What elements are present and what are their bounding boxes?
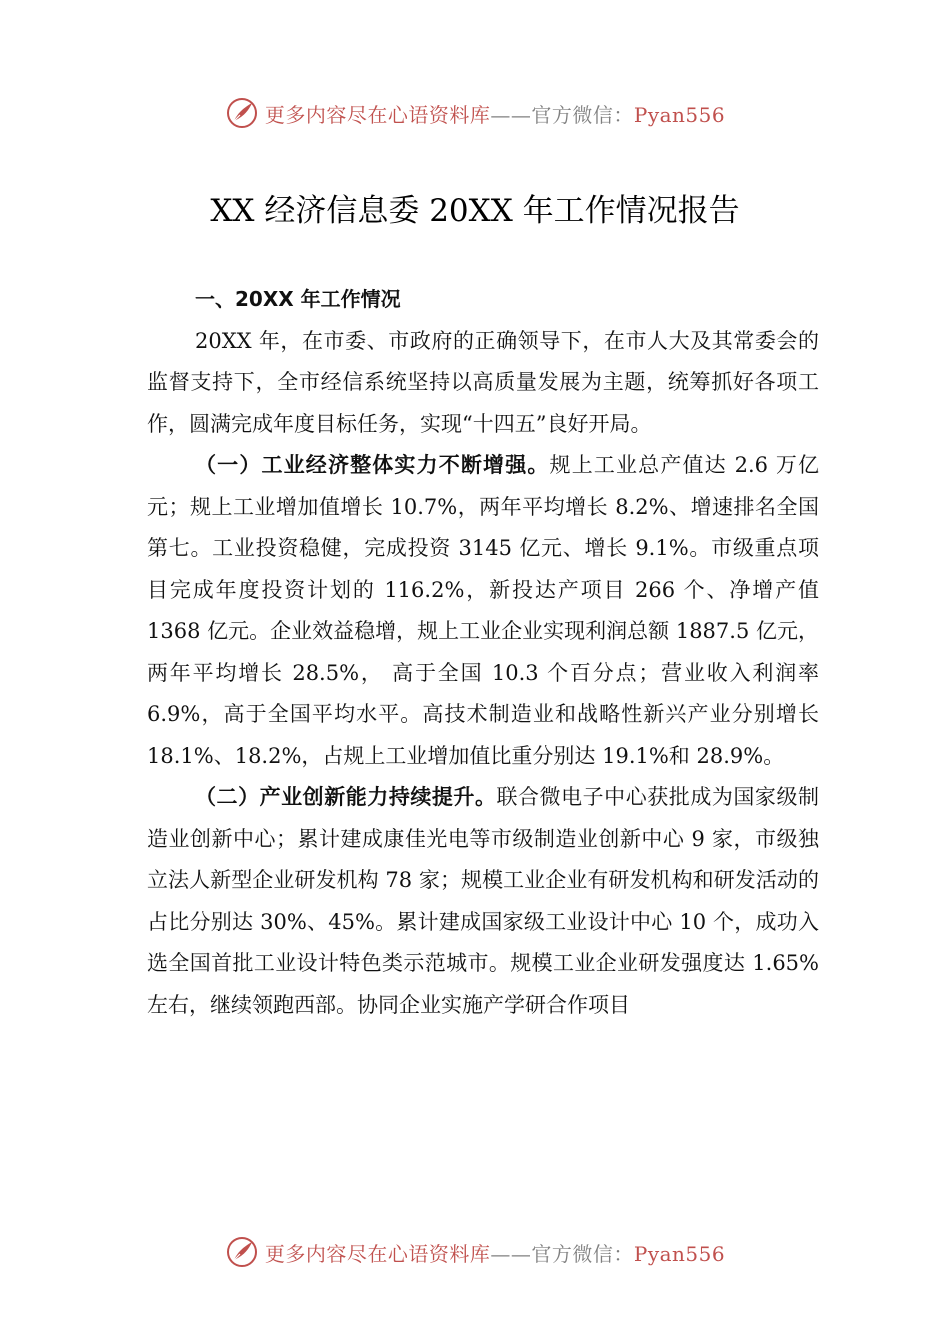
quill-pen-logo-icon [225, 1235, 259, 1269]
item1-heading: （一）工业经济整体实力不断增强。 [195, 453, 550, 477]
watermark-banner-bottom [0, 1232, 950, 1272]
watermark-wechat-label: 官方微信： [531, 1241, 634, 1266]
watermark-text [265, 1238, 725, 1267]
watermark-text [265, 99, 725, 128]
watermark-wechat-label: 官方微信： [531, 102, 634, 127]
watermark-banner-top [0, 93, 950, 133]
item2-text: 联合微电子中心获批成为国家级制造业创新中心；累计建成康佳光电等市级制造业创新中心 9 家，市级独立法人新型企业研发机构 78 家；规模工业企业有研发机构和研发活动的占比分别达 30%、45%。累计建成国家级工业设计中心 10 个，成功入选全国首批工业设计特色类示范城市。规模工业企业研发强度达 1.65%左右，继续领跑西部。协同企业实施产学研合作项目 [147, 785, 819, 1017]
watermark-wechat-id: Pyan556 [633, 102, 726, 127]
watermark-dash: —— [490, 1241, 532, 1266]
item1-text: 规上工业总产值达 2.6 万亿元；规上工业增加值增长 10.7%，两年平均增长 8.2%、增速排名全国第七。工业投资稳健，完成投资 3145 亿元、增长 9.1%。市级重点项目完成年度投资计划的 116.2%，新投达产项目 266 个、净增产值 1368 亿元。企业效益稳增，规上工业企业实现利润总额 1887.5 亿元，两年平均增长 28.5%， 高于全国 10.3 个百分点；营业收入利润率 6.9%，高于全国平均水平。高技术制造业和战略性新兴产业分别增长 18.1%、18.2%，占规上工业增加值比重分别达 19.1%和 28.9%。 [147, 453, 820, 768]
document-body [147, 279, 819, 1026]
item2-heading: （二）产业创新能力持续提升。 [195, 785, 497, 809]
watermark-dash: —— [490, 102, 532, 127]
watermark-wechat-id: Pyan556 [633, 1241, 726, 1266]
section-heading: 一、20XX 年工作情况 [195, 287, 401, 311]
item1-paragraph [147, 445, 819, 777]
watermark-main-text: 更多内容尽在心语资料库 [264, 102, 491, 127]
quill-pen-logo-icon [225, 96, 259, 130]
watermark-main-text: 更多内容尽在心语资料库 [264, 1241, 491, 1266]
document-title: XX 经济信息委 20XX 年工作情况报告 [210, 193, 740, 229]
intro-paragraph: 20XX 年，在市委、市政府的正确领导下，在市人大及其常委会的监督支持下，全市经信系统坚持以高质量发展为主题，统筹抓好各项工作，圆满完成年度目标任务，实现“十四五”良好开局。 [147, 328, 819, 436]
item2-paragraph [147, 777, 819, 1026]
